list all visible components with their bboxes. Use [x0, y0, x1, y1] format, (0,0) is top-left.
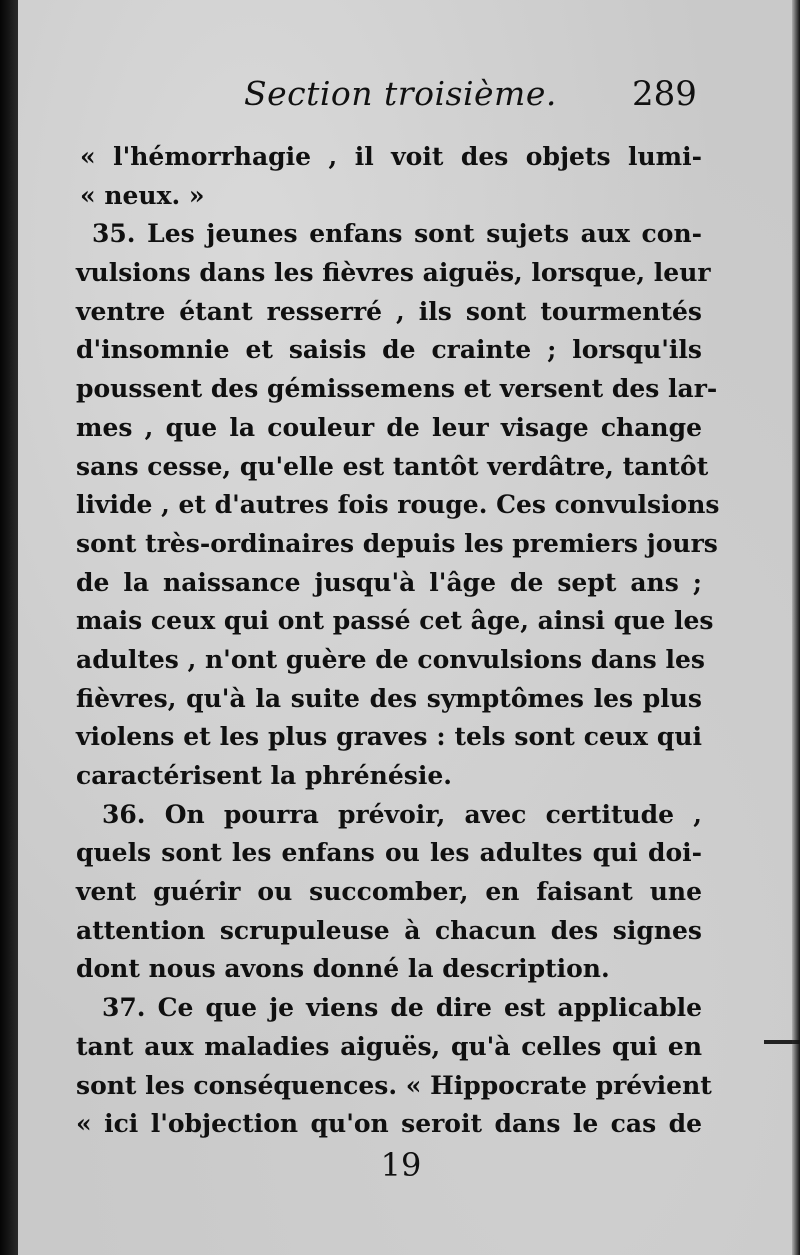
text-line: vent guérir ou succomber, en faisant une [76, 877, 702, 907]
text-line: livide , et d'autres fois rouge. Ces convulsions [76, 490, 720, 520]
text-line: 37. Ce que je viens de dire est applicable [102, 993, 702, 1023]
text-line: 36. On pourra prévoir, avec certitude , [102, 799, 702, 829]
scan-right-edge [792, 0, 800, 1255]
signature-mark [18, 1146, 800, 1184]
text-line: violens et les plus graves : tels sont ceux qui [76, 722, 702, 752]
text-line: sont les conséquences. « Hippocrate prévient [76, 1070, 712, 1100]
text-line: dont nous avons donné la description. [76, 954, 610, 984]
text-line: 35. Les jeunes enfans sont sujets aux con- [92, 219, 702, 249]
text-line: sont très-ordinaires depuis les premiers jours [76, 528, 718, 558]
text-line: caractérisent la phrénésie. [76, 761, 452, 790]
text-line: mais ceux qui ont passé cet âge, ainsi que les [76, 606, 714, 636]
text-line: quels sont les enfans ou les adultes qui doi- [76, 838, 702, 868]
running-head: Section troisième. [244, 74, 557, 113]
page-header [18, 74, 800, 124]
text-line: fièvres, qu'à la suite des symptômes les plus [76, 683, 702, 713]
signature-number: 19 [380, 1146, 422, 1184]
text-line: mes , que la couleur de leur visage change [76, 412, 702, 442]
text-line: poussent des gémissemens et versent des lar- [76, 374, 718, 404]
text-line: « ici l'objection qu'on seroit dans le cas de [76, 1109, 702, 1139]
text-line: sans cesse, qu'elle est tantôt verdâtre, tantôt [76, 451, 709, 481]
text-line: adultes , n'ont guère de convulsions dans les [76, 644, 705, 674]
text-line: « l'hémorrhagie , il voit des objets lumi- [80, 142, 702, 171]
page-number: 289 [632, 74, 697, 114]
book-page [18, 0, 800, 1255]
text-line: « neux. » [80, 180, 205, 210]
text-line: attention scrupuleuse à chacun des signes [76, 915, 702, 945]
body-text [76, 138, 720, 1144]
text-line: d'insomnie et saisis de crainte ; lorsqu'ils [76, 335, 702, 365]
text-line: vulsions dans les fièvres aiguës, lorsque, leur [76, 258, 711, 288]
text-line: de la naissance jusqu'à l'âge de sept ans ; [76, 567, 702, 597]
text-line: tant aux maladies aiguës, qu'à celles qui en [76, 1031, 702, 1061]
text-line: ventre étant resserré , ils sont tourmentés [76, 296, 702, 326]
scan-left-edge [0, 0, 18, 1255]
